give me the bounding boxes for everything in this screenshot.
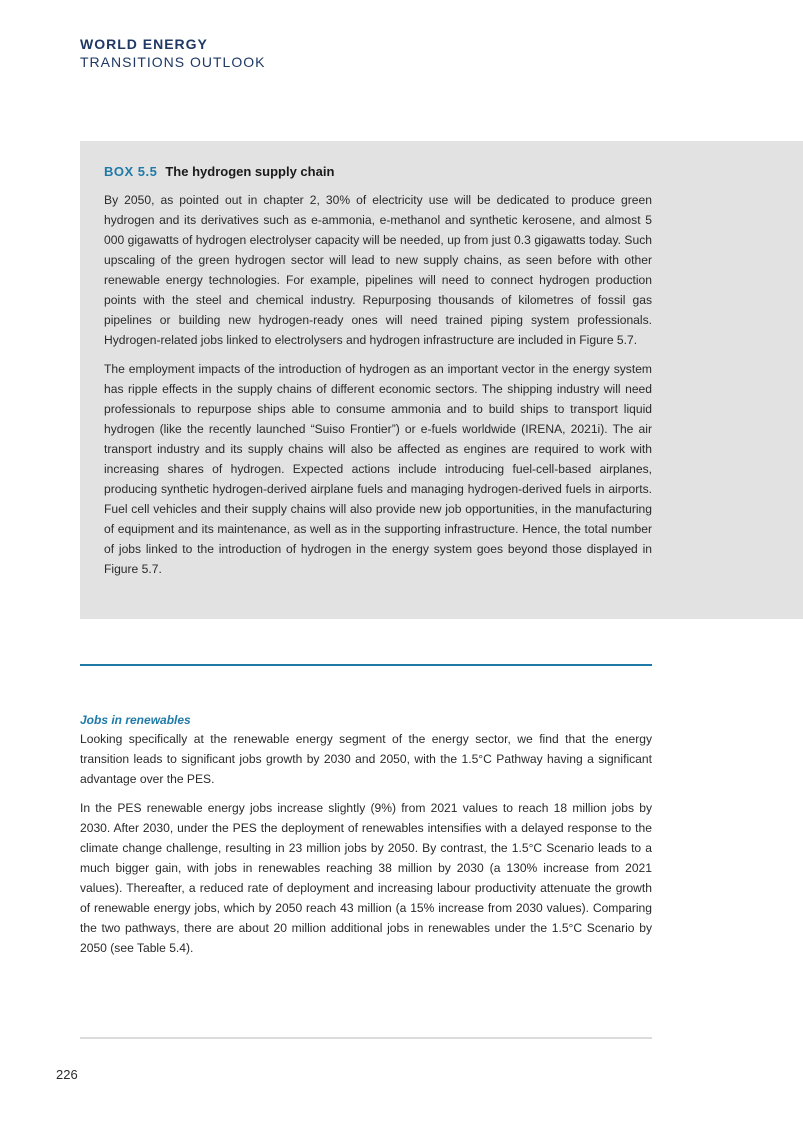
report-title: WORLD ENERGY	[80, 36, 208, 52]
box-title	[104, 163, 652, 181]
page-number: 226	[56, 1067, 78, 1082]
report-subtitle: TRANSITIONS OUTLOOK	[80, 54, 266, 70]
box-paragraph: By 2050, as pointed out in chapter 2, 30% of electricity use will be dedicated to produce green hydrogen and its derivatives such as e-ammonia, e-methanol and synthetic kerosene, and almost 5 000 gigawatts of hydrogen electrolyser capacity will be needed, up from just 0.3 gigawatts today. Such upscaling of the green hydrogen sector will lead to new supply chains, as seen before with other renewable energy technologies. For example, pipelines will need to connect hydrogen production points with the steel and chemical industry. Repurposing thousands of kilometres of fossil gas pipelines or building new hydrogen-ready ones will need trained piping system professionals. Hydrogen-related jobs linked to electrolysers and hydrogen infrastructure are included in Figure 5.7.	[104, 193, 652, 347]
footer-divider	[80, 1037, 652, 1039]
report-header	[80, 36, 265, 71]
box-label: BOX 5.5	[104, 164, 158, 179]
section-heading: Jobs in renewables	[80, 713, 191, 727]
box-paragraph: The employment impacts of the introduction of hydrogen as an important vector in the energy system has ripple effects in the supply chains of different economic sectors. The shipping industry will need professionals to repurpose ships able to consume ammonia and to build ships to transport liquid hydrogen (like the recently launched “Suiso Frontier”) or e-fuels worldwide (IRENA, 2021i). The air transport industry and its supply chains will also be affected as engines are required to work with increasing shares of hydrogen. Expected actions include introducing fuel-cell-based airplanes, producing synthetic hydrogen-derived airplane fuels and managing hydrogen-derived fuels in airports. Fuel cell vehicles and their supply chains will also provide new job opportunities, in the manufacturing of equipment and its maintenance, as well as in the supporting infrastructure. Hence, the total number of jobs linked to the introduction of hydrogen in the energy system goes beyond those displayed in Figure 5.7.	[104, 362, 652, 576]
section-paragraph: Looking specifically at the renewable energy segment of the energy sector, we find that the energy transition leads to significant jobs growth by 2030 and 2050, with the 1.5°C Pathway having a significant advantage over the PES.	[80, 732, 652, 786]
hydrogen-box	[80, 141, 803, 619]
box-name: The hydrogen supply chain	[165, 164, 335, 179]
section-divider	[80, 664, 652, 666]
jobs-in-renewables-section	[80, 711, 652, 958]
section-paragraph: In the PES renewable energy jobs increase slightly (9%) from 2021 values to reach 18 million jobs by 2030. After 2030, under the PES the deployment of renewables intensifies with a delayed response to the climate change challenge, resulting in 23 million jobs by 2050. By contrast, the 1.5°C Scenario leads to a much bigger gain, with jobs in renewables reaching 38 million by 2030 (a 130% increase from 2021 values). Thereafter, a reduced rate of deployment and increasing labour productivity attenuate the growth of renewable energy jobs, which by 2050 reach 43 million (a 15% increase from 2030 values). Comparing the two pathways, there are about 20 million additional jobs in renewables under the 1.5°C Scenario by 2050 (see Table 5.4).	[80, 801, 652, 955]
